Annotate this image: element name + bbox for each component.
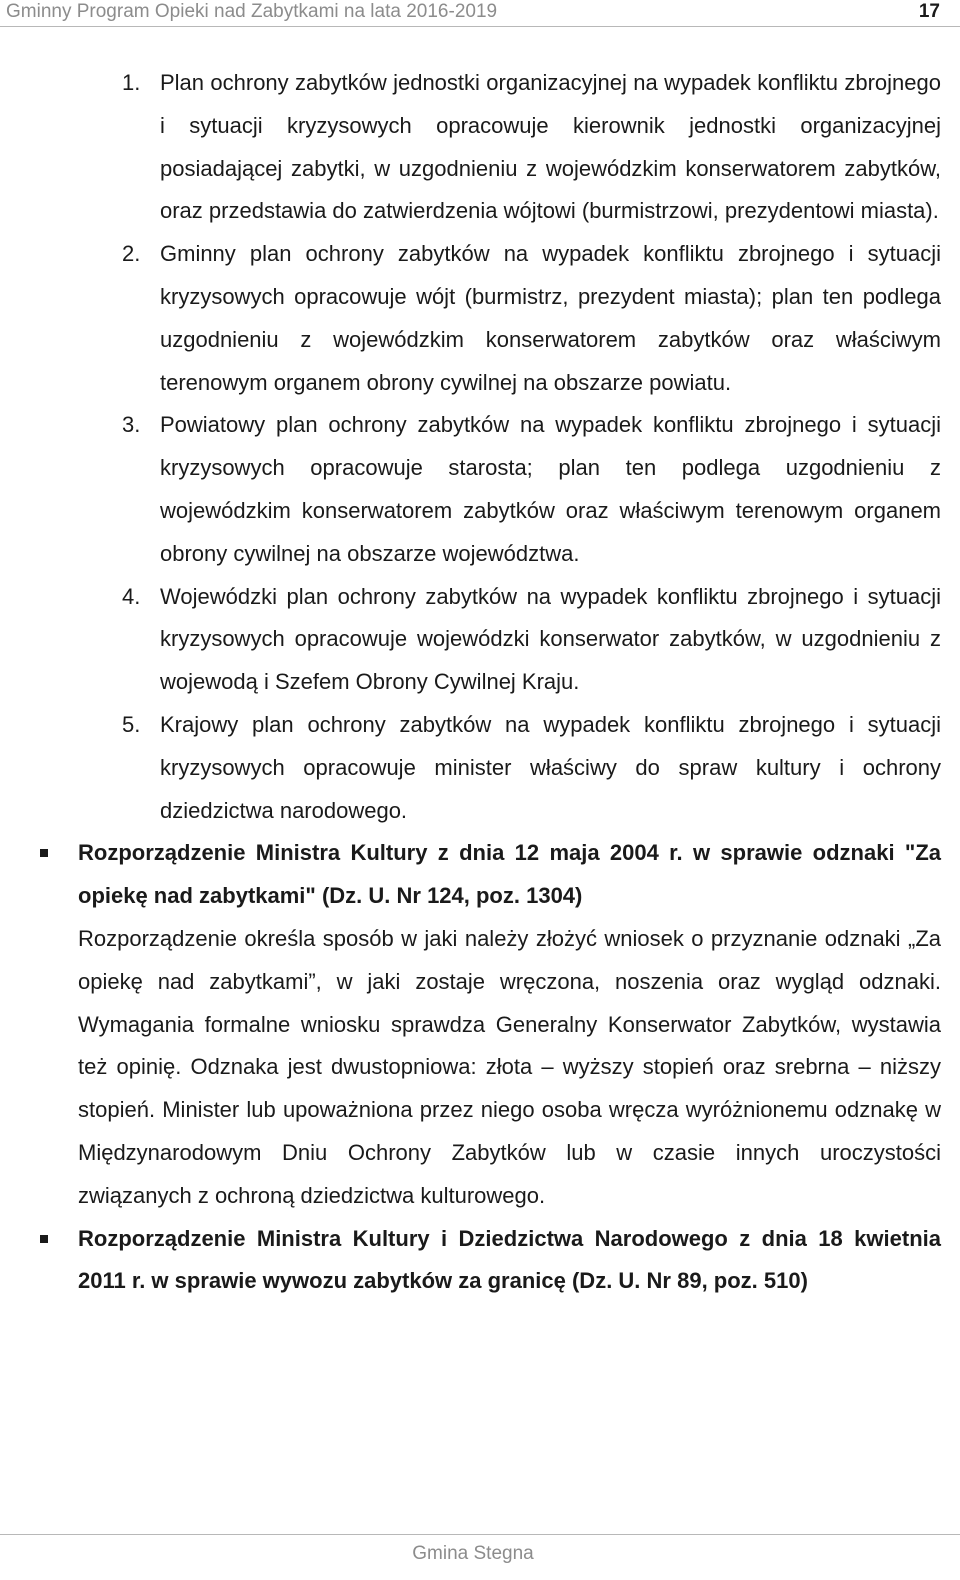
- item-text: Powiatowy plan ochrony zabytków na wypadek konfliktu zbrojnego i sytuacji kryzysowych opracowuje starosta; plan ten podlega uzgodnieniu z wojewódzkim konserwatorem zabytków oraz właściwym terenowym organem obrony cywilnej na obszarze województwa.: [160, 412, 941, 566]
- item-number: 1.: [122, 70, 141, 95]
- list-item: [122, 704, 941, 832]
- page-header: [0, 0, 960, 27]
- square-bullet-icon: [40, 1235, 48, 1243]
- item-text: Krajowy plan ochrony zabytków na wypadek konfliktu zbrojnego i sytuacji kryzysowych opracowuje minister właściwy do spraw kultury i ochrony dziedzictwa narodowego.: [160, 711, 941, 823]
- item-text: Gminny plan ochrony zabytków na wypadek konfliktu zbrojnego i sytuacji kryzysowych opracowuje wójt (burmistrz, prezydent miasta); plan ten podlega uzgodnieniu z wojewódzkim konserwatorem zabytków oraz właściwym terenowym organem obrony cywilnej na obszarze powiatu.: [160, 241, 941, 395]
- list-item: [122, 233, 941, 404]
- regulation-heading: Rozporządzenie Ministra Kultury i Dziedzictwa Narodowego z dnia 18 kwietnia 2011 r. w sprawie wywozu zabytków za granicę (Dz. U. Nr 89, poz. 510): [78, 1225, 941, 1294]
- document-title: Gminny Program Opieki nad Zabytkami na lata 2016-2019: [6, 1, 498, 22]
- footer-text: Gmina Stegna: [412, 1543, 534, 1564]
- list-item: [122, 576, 941, 704]
- bullet-section-wywoz: [78, 1218, 941, 1304]
- list-item: [122, 62, 941, 233]
- item-text: Plan ochrony zabytków jednostki organizacyjnej na wypadek konfliktu zbrojnego i sytuacji kryzysowych opracowuje kierownik jednostki organizacyjnej posiadającej zabytki, w uzgodnieniu z wojewódzkim konserwatorem zabytków, oraz przedstawia do zatwierdzenia wójtowi (burmistrzowi, prezydentowi miasta).: [160, 70, 941, 224]
- list-item: [122, 404, 941, 575]
- page-number: 17: [918, 1, 940, 22]
- page-content: [0, 62, 960, 1303]
- item-number: 3.: [122, 412, 141, 438]
- regulation-description: Rozporządzenie określa sposób w jaki należy złożyć wniosek o przyznanie odznaki „Za opiekę nad zabytkami”, w jaki zostaje wręczona, noszenia oraz wygląd odznaki. Wymagania formalne wniosku sprawdza Generalny Konserwator Zabytków, wystawia też opinię. Odznaka jest dwustopniowa: złota – wyższy stopień oraz srebrna – niższy stopień. Minister lub upoważniona przez niego osoba wręcza wyróżnionemu odznakę w Międzynarodowym Dniu Ochrony Zabytków lub w czasie innych uroczystości związanych z ochroną dziedzictwa kulturowego.: [78, 925, 941, 1208]
- numbered-list: [0, 62, 960, 832]
- regulation-heading: Rozporządzenie Ministra Kultury z dnia 12 maja 2004 r. w sprawie odznaki "Za opiekę nad zabytkami" (Dz. U. Nr 124, poz. 1304): [78, 840, 941, 909]
- item-number: 4.: [122, 583, 141, 609]
- square-bullet-icon: [40, 849, 48, 857]
- bullet-section-odznaka: [78, 832, 941, 1217]
- item-number: 5.: [122, 711, 141, 737]
- item-text: Wojewódzki plan ochrony zabytków na wypadek konfliktu zbrojnego i sytuacji kryzysowych opracowuje wojewódzki konserwator zabytków, w uzgodnieniu z wojewodą i Szefem Obrony Cywilnej Kraju.: [160, 583, 941, 695]
- item-number: 2.: [122, 241, 141, 267]
- page-footer: [0, 1534, 960, 1564]
